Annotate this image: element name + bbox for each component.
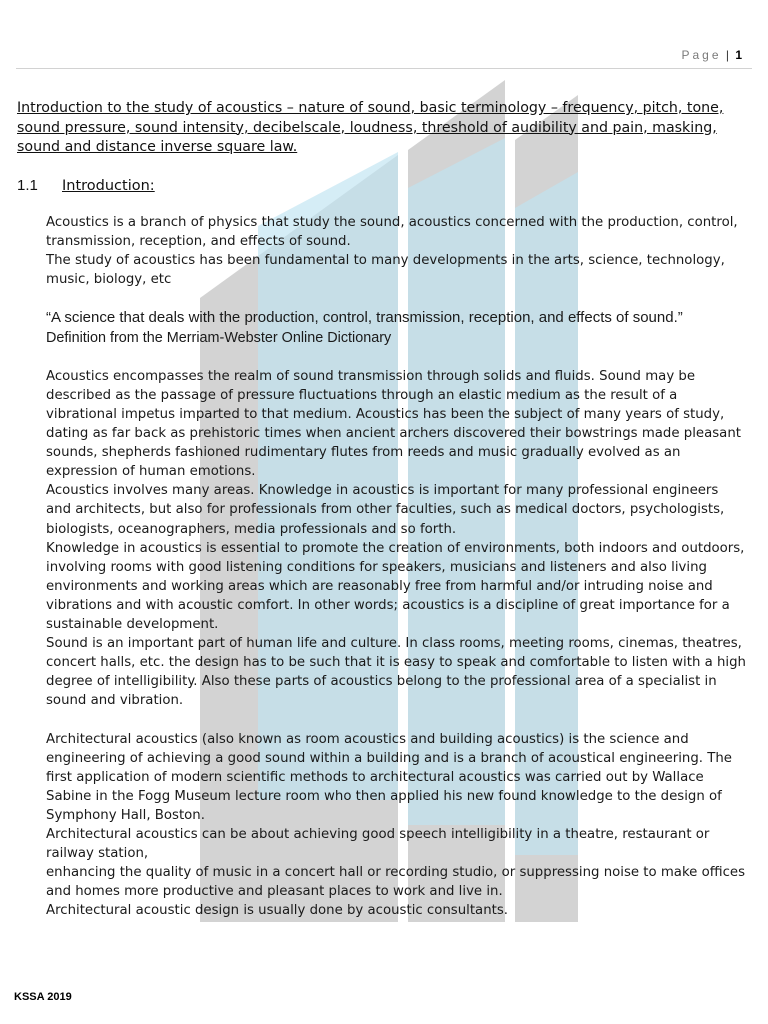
paragraph-architectural: Architectural acoustics (also known as room acoustics and building acoustics) is the science and engineering of achieving a good sound within a building and is a branch of acoustical engineering. The first application of modern scientific methods to architectural acoustics was carried out by Wallace Sabine in the Fogg Museum lecture room who then applied his new found knowledge to the design of Symphony Hall, Boston. [46,731,732,823]
quote-block [46,308,746,347]
page-header [681,48,742,62]
paragraph-areas: Acoustics involves many areas. Knowledge in acoustics is important for many professional engineers and architects, but also for professionals from other faculties, such as medical doctors, psychologists, biologists, oceanographers, media professionals and so forth. [46,483,725,537]
page-separator: | [725,48,729,62]
spacer [46,289,746,308]
paragraph-fundamental: The study of acoustics has been fundamental to many developments in the arts, science, technology, music, biology, etc [46,253,725,288]
paragraph-environments: Knowledge in acoustics is essential to promote the creation of environments, both indoors and outdoors, involving rooms with good listening conditions for speakers, musicians and listeners and also living environments and working areas which are reasonably free from harmful and/or intruding noise and vibrations and with acoustic comfort. In other words; acoustics is a discipline of great importance for a sustainable development. [46,540,745,632]
paragraph-culture: Sound is an important part of human life and culture. In class rooms, meeting rooms, cinemas, theatres, concert halls, etc. the design has to be such that it is easy to speak and comfortable to listen with a high degree of intelligibility. Also these parts of acoustics belong to the professional area of a specialist in sound and vibration. [46,636,746,709]
paragraph-speech: Architectural acoustics can be about achieving good speech intelligibility in a theatre, restaurant or railway station, [46,827,710,862]
footer-label: KSSA 2019 [14,991,72,1003]
dictionary-quote: “A science that deals with the production, control, transmission, reception, and effects of sound.” [46,309,683,327]
document-title: Introduction to the study of acoustics – nature of sound, basic terminology – frequency, pitch, tone, sound pressure, sound intensity, decibelscale, loudness, threshold of audibility and pain, masking, sound and distance inverse square law. [17,100,724,155]
spacer [46,710,746,729]
page-label: Page [681,48,722,62]
section-number: 1.1 [17,177,38,194]
section-heading [17,176,155,196]
paragraph-transmission: Acoustics encompasses the realm of sound transmission through solids and fluids. Sound may be described as the passage of pressure fluctuations through an elastic medium as the result of a vibrational impetus imparted to that medium. Acoustics has been the subject of many years of study, dating as far back as prehistoric times when ancient archers discovered their bowstrings made pleasant sounds, shepherds fashioned rudimentary flutes from reeds and music gradually evolved as an expression of human emotions. [46,368,741,480]
paragraph-consultants: Architectural acoustic design is usually done by acoustic consultants. [46,903,509,919]
paragraph-music: enhancing the quality of music in a concert hall or recording studio, or suppressing noise to make offices and homes more productive and pleasant places to work and live in. [46,865,746,900]
quote-source: Definition from the Merriam-Webster Online Dictionary [46,329,392,346]
spacer [46,348,746,367]
header-divider [16,68,752,69]
page-number: 1 [735,48,742,62]
paragraph-definition: Acoustics is a branch of physics that study the sound, acoustics concerned with the production, control, transmission, reception, and effects of sound. [46,215,738,250]
section-title: Introduction: [62,178,155,194]
body-text [46,213,746,920]
